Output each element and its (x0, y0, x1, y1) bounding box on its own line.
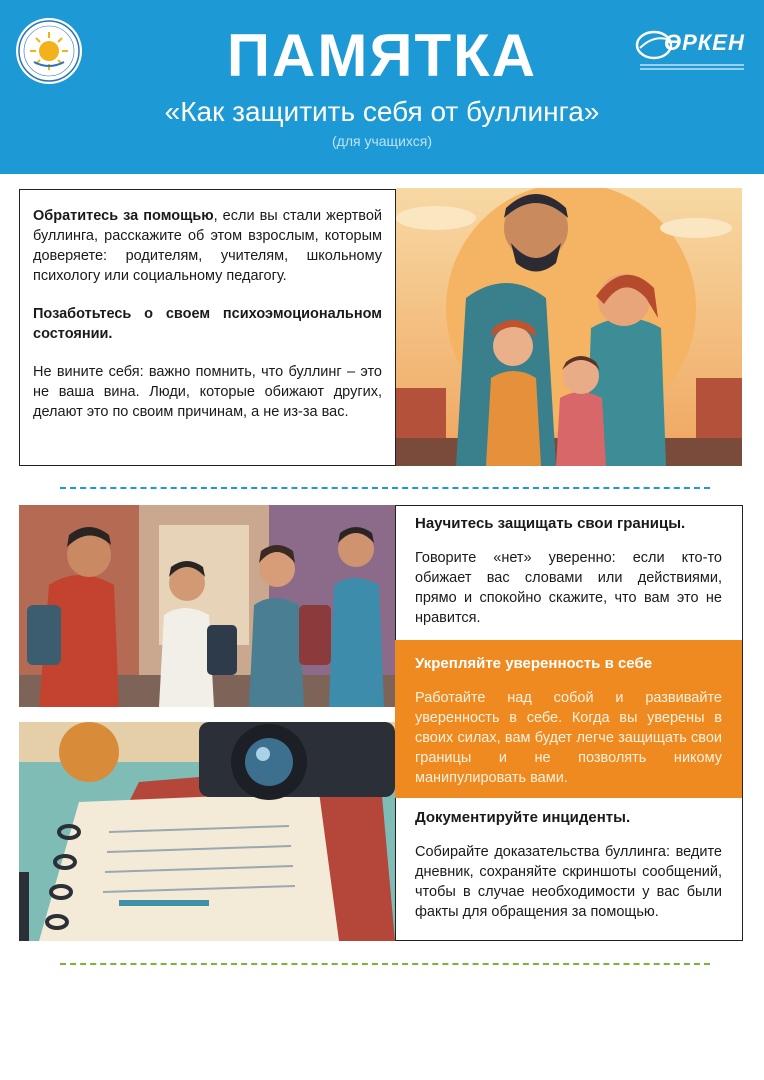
blue-dashed-divider (60, 487, 710, 489)
orken-logo-caption (640, 62, 744, 72)
seek-help-paragraph (33, 206, 382, 286)
confidence-heading: Укрепляйте уверенность в себе (415, 655, 653, 672)
orken-brand-text: ӨРКЕН (664, 30, 745, 55)
orken-logo (634, 28, 746, 84)
family-illustration (396, 188, 742, 466)
audience-note: (для учащихся) (332, 133, 432, 149)
care-heading: Позаботьтесь о своем психоэмоциональном состоянии. (33, 306, 382, 342)
seek-help-text: , если вы стали жертвой буллинга, расскажите об этом взрослым, которым доверяете: родителям, учителям, школьному психологу или социальному педагогу. (33, 208, 382, 284)
page-title: ПАМЯТКА (226, 22, 538, 89)
seek-help-bold: Обратитесь за помощью (33, 208, 214, 224)
not-your-fault-paragraph: Не вините себя: важно помнить, что буллинг – это не ваша вина. Люди, которые обижают других, делают это по своим причинам, а не из-за вас. (33, 364, 382, 420)
page-subtitle: «Как защитить себя от буллинга» (164, 96, 600, 127)
document-text: Собирайте доказательства буллинга: ведите дневник, сохраняйте скриншоты сообщений, чтобы в случае необходимости у вас были факты для обращения за помощью. (415, 844, 722, 920)
green-dashed-divider (60, 963, 710, 965)
boundaries-text: Говорите «нет» уверенно: если кто-то обижает вас словами или действиями, прямо и спокойно скажите, что вам это не нравится. (415, 550, 722, 626)
confidence-section (395, 640, 742, 798)
boundaries-heading: Научитесь защищать свои границы. (415, 515, 686, 532)
document-heading: Документируйте инциденты. (415, 809, 631, 826)
document-section (395, 808, 742, 922)
notebook-camera-illustration (19, 722, 395, 941)
boundaries-section (395, 514, 742, 628)
confidence-text: Работайте над собой и развивайте уверенность в себе. Когда вы уверены в своих силах, вам будет легче защищать свои границы и не позволять никому манипулировать вами. (415, 690, 722, 786)
header-banner (0, 0, 764, 174)
help-text-box (19, 189, 396, 466)
teenagers-illustration (19, 505, 395, 707)
